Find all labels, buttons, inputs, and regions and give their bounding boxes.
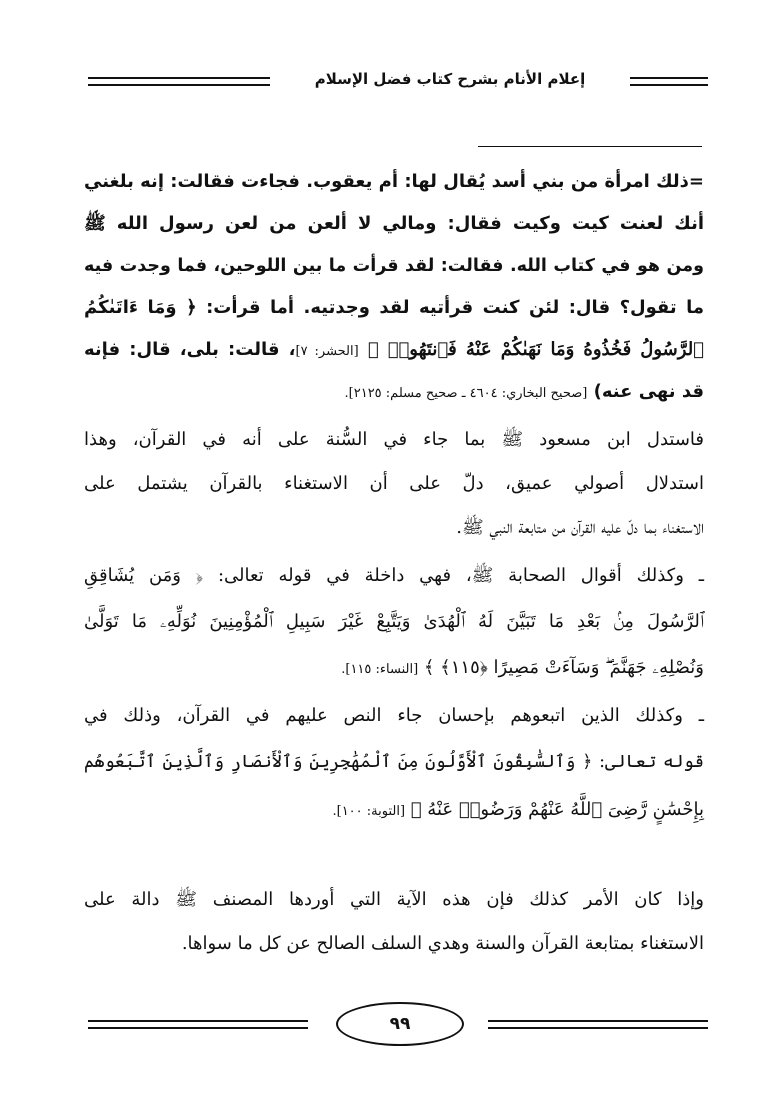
footer-rule-right: [488, 1020, 708, 1029]
footnote-separator: [478, 146, 702, 147]
running-header: [88, 68, 708, 90]
footnote-line: ما تقول؟ قال: لئن كنت قرأتيه لقد وجدتيه. أما قرأت: ﴿ وَمَا ءَاتَىٰكُمُ: [84, 297, 704, 318]
paragraph-line: الاستغناء بما دلّ عليه القرآن من متابعة النبي ﷺ.: [456, 517, 704, 538]
verse-reference: [الحشر: ٧]: [295, 344, 359, 359]
paragraph-line: [84, 654, 704, 684]
paragraph-text: قوله تعالى:: [599, 752, 704, 772]
page-number: ٩٩: [336, 1002, 464, 1046]
quran-verse: ﴿ وَمَن يُشَاقِقِ: [84, 565, 204, 586]
hadith-reference: [صحيح البخاري: ٤٦٠٤ ـ صحيح مسلم: ٢١٢٥].: [344, 386, 588, 401]
quran-verse: ﴿ وَٱلسَّٰبِقُونَ ٱلْأَوَّلُونَ مِنَ ٱلْمُهَٰجِرِينَ وَٱلْأَنصَارِ وَٱلَّذِينَ ٱتَّبَعُوهُم: [84, 752, 593, 772]
quran-verse: بِإِحْسَٰنٍ رَّضِىَ ٱللَّهُ عَنْهُمْ وَرَضُوا۟ عَنْهُ ﴾: [410, 799, 704, 820]
paragraph-line: [84, 748, 704, 776]
footnote-text: ، قالت: بلى، قال: فإنه: [84, 339, 296, 360]
header-rule-right: [630, 77, 708, 86]
paragraph-line: وإذا كان الأمر كذلك فإن هذه الآية التي أوردها المصنف ﷺ دالة على: [84, 889, 704, 910]
paragraph-line: الاستغناء بمتابعة القرآن والسنة وهدي السلف الصالح عن كل ما سواها.: [181, 933, 704, 954]
paragraph-line: ـ وكذلك الذين اتبعوهم بإحسان جاء النص عليهم في القرآن، وذلك في: [84, 705, 704, 726]
footnote-line: ومن هو في كتاب الله. فقالت: لقد قرأت ما بين اللوحين، فما وجدت فيه: [84, 256, 704, 276]
quran-verse: ٱلرَّسُولُ فَخُذُوهُ وَمَا نَهَىٰكُمْ عَنْهُ فَٱنتَهُوا۟ ﴾: [367, 339, 704, 360]
paragraph-line: [84, 796, 704, 826]
paragraph-line: [84, 562, 704, 590]
quran-verse-line: ٱلرَّسُولَ مِنۢ بَعْدِ مَا تَبَيَّنَ لَهُ ٱلْهُدَىٰ وَيَتَّبِعْ غَيْرَ سَبِيلِ ٱلْمُؤْمِنِينَ نُوَلِّهِۦ مَا تَوَلَّىٰ: [84, 611, 704, 632]
quran-verse: وَنُصْلِهِۦ جَهَنَّمَ ۖ وَسَآءَتْ مَصِيرًا ﴿١١٥﴾ ﴾: [423, 657, 704, 678]
footnote-line: أنك لعنت كيت وكيت فقال: ومالي لا ألعن من لعن رسول الله ﷺ: [84, 213, 704, 234]
footnote-line: [84, 336, 704, 366]
paragraph-text: ـ وكذلك أقوال الصحابة ﷺ، فهي داخلة في قوله تعالى:: [217, 565, 704, 586]
paragraph-line: فاستدل ابن مسعود ﷺ بما جاء في السُّنة على أنه في القرآن، وهذا: [84, 429, 704, 450]
verse-reference: [النساء: ١١٥].: [341, 662, 419, 677]
footnote-line: [84, 378, 704, 408]
header-rule-left: [88, 77, 270, 86]
footnote-line: =ذلك امرأة من بني أسد يُقال لها: أم يعقوب. فجاءت فقالت: إنه بلغني: [84, 171, 704, 192]
footer-rule-left: [88, 1020, 308, 1029]
verse-reference: [التوبة: ١٠٠].: [332, 804, 406, 819]
paragraph-line: استدلال أصولي عميق، دلّ على أن الاستغناء بالقرآن يشتمل على: [84, 473, 704, 494]
page-footer: [88, 1000, 708, 1046]
footnote-text: قد نهى عنه): [593, 381, 704, 402]
book-title: إعلام الأنام بشرح كتاب فضل الإسلام: [314, 70, 586, 88]
